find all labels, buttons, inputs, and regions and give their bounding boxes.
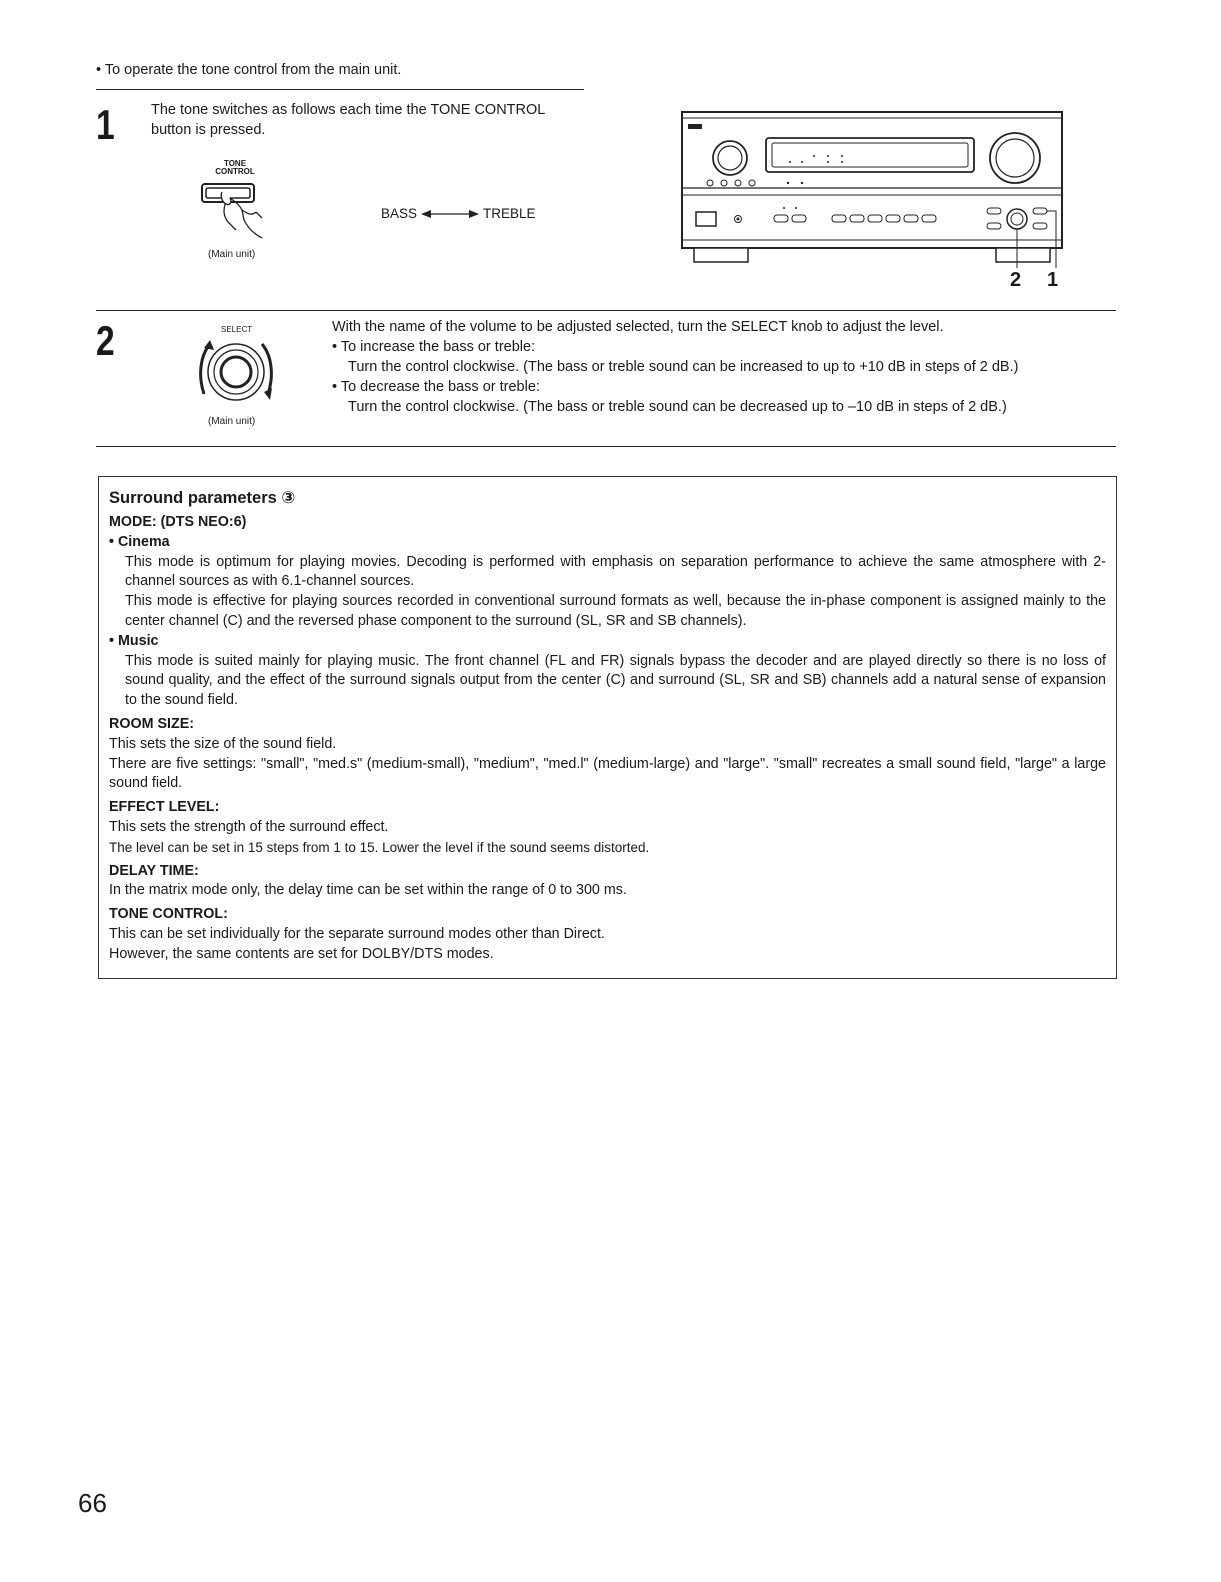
divider — [96, 89, 584, 90]
cinema-heading: • Cinema — [109, 533, 170, 550]
step1-text-line2: button is pressed. — [151, 122, 266, 138]
tone-control-heading: TONE CONTROL: — [109, 906, 228, 923]
step1-text-line1: The tone switches as follows each time the TONE CONTROL — [151, 102, 546, 118]
page-number: 66 — [78, 1488, 107, 1518]
tone-control-paragraph-1: This can be set individually for the separate surround modes other than Direct. — [109, 925, 605, 942]
room-size-heading: ROOM SIZE: — [109, 715, 194, 732]
bass-label: BASS — [381, 206, 418, 221]
select-knob-label: SELECT — [221, 325, 253, 334]
step2-line3: Turn the control clockwise. (The bass or treble sound can be increased to up to +10 dB in steps of 2 dB.) — [348, 359, 1019, 375]
double-arrow-icon — [419, 208, 481, 220]
delay-time-heading: DELAY TIME: — [109, 862, 199, 879]
mode-heading: MODE: (DTS NEO:6) — [109, 514, 247, 530]
callout-number-1: 1 — [1047, 269, 1059, 291]
room-size-paragraph-1: This sets the size of the sound field. — [109, 735, 337, 752]
room-size-paragraph-2: There are five settings: "small", "med.s" (medium-small), "medium", "med.l" (medium-large) and "large". "small" recreates a small sound field, "large" a large sound field. — [109, 755, 1106, 792]
step1-text — [151, 100, 545, 140]
tone-control-button-label — [200, 160, 270, 176]
step2-line4: • To decrease the bass or treble: — [332, 379, 540, 395]
step2-line2: • To increase the bass or treble: — [332, 339, 536, 355]
step1-caption: (Main unit) — [208, 249, 256, 260]
tone-control-button-icon — [196, 178, 280, 242]
step2-caption: (Main unit) — [208, 416, 256, 427]
step-number-1: 1 — [96, 101, 115, 148]
effect-level-heading: EFFECT LEVEL: — [109, 799, 220, 816]
step2-text — [332, 317, 1018, 417]
treble-label: TREBLE — [483, 206, 536, 221]
step-number-2: 2 — [96, 317, 115, 364]
effect-level-paragraph-2: The level can be set in 15 steps from 1 to 15. Lower the level if the sound seems distorted. — [109, 839, 650, 855]
cinema-paragraph-2: This mode is effective for playing sources recorded in conventional surround formats as well, because the in-phase component is assigned mainly to the center channel (C) and the reversed phase component to the surround (SL, SR and SB channels). — [125, 593, 1106, 629]
receiver-front-panel-illustration — [680, 110, 1066, 270]
select-knob-icon — [188, 336, 288, 412]
music-heading: • Music — [109, 632, 159, 649]
surround-parameters-box — [98, 476, 1117, 979]
surround-title: Surround parameters ③ — [109, 489, 296, 507]
tone-control-paragraph-2: However, the same contents are set for DOLBY/DTS modes. — [109, 945, 494, 962]
step2-line1: With the name of the volume to be adjusted selected, turn the SELECT knob to adjust the level. — [332, 319, 944, 335]
effect-level-paragraph-1: This sets the strength of the surround effect. — [109, 818, 389, 835]
bass-treble-cycle — [381, 206, 536, 221]
delay-time-paragraph: In the matrix mode only, the delay time can be set within the range of 0 to 300 ms. — [109, 882, 627, 899]
divider — [96, 446, 1116, 447]
intro-note: • To operate the tone control from the main unit. — [96, 62, 402, 78]
tone-label-line2: CONTROL — [215, 167, 255, 176]
step2-line5: Turn the control clockwise. (The bass or treble sound can be decreased up to –10 dB in steps of 2 dB.) — [348, 399, 1007, 415]
music-paragraph: This mode is suited mainly for playing music. The front channel (FL and FR) signals bypass the decoder and are played directly so there is no loss of sound quality, and the effect of the surround signals output from the center (C) and surround (SL, SR and SB) channels add a natural sense of expansion to the sound field. — [125, 652, 1106, 709]
divider — [96, 310, 1116, 311]
tone-label-line1: TONE — [223, 159, 247, 168]
cinema-paragraph-1: This mode is optimum for playing movies. Decoding is performed with emphasis on separation performance to achieve the same atmosphere with 2-channel sources as with 6.1-channel sources. — [125, 553, 1106, 590]
callout-number-2: 2 — [1010, 269, 1022, 291]
